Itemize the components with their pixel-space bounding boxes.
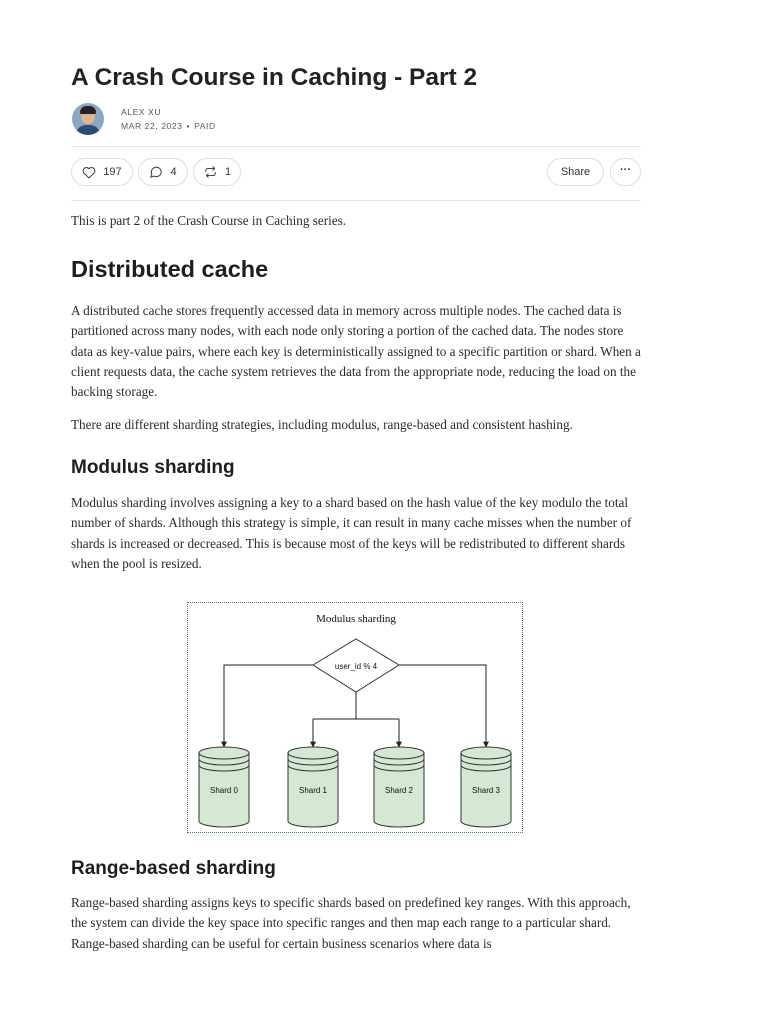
meta-separator: • bbox=[186, 121, 191, 131]
paragraph-range-sharding: Range-based sharding assigns keys to specific shards based on predefined key ranges. With this approach, the system can divide the key space into specific ranges and then map each range to a particular shard. Range-based sharding can be useful for certain business scenarios where data is bbox=[71, 895, 631, 951]
paragraph-modulus-sharding: Modulus sharding involves assigning a key to a shard based on the hash value of the key modulo the total number of shards. Although this strategy is simple, it can result in many cache misses when the number of shards is increased or decreased. This is because most of the keys will be redistributed to different shards when the pool is resized. bbox=[71, 495, 632, 571]
like-count: 197 bbox=[103, 166, 122, 178]
diagram-title: Modulus sharding bbox=[316, 613, 396, 625]
post-date: MAR 22, 2023 bbox=[121, 121, 183, 131]
shard-label: Shard 3 bbox=[471, 786, 501, 795]
decision-label: user_id % 4 bbox=[334, 662, 378, 671]
post-title: A Crash Course in Caching - Part 2 bbox=[71, 64, 478, 91]
like-button[interactable] bbox=[71, 158, 133, 186]
modulus-sharding-diagram bbox=[187, 602, 523, 833]
more-options-button[interactable] bbox=[610, 158, 641, 186]
shard-cylinder bbox=[374, 747, 424, 827]
post-actions bbox=[71, 158, 641, 190]
share-button[interactable] bbox=[547, 158, 604, 186]
shard-label: Shard 2 bbox=[384, 786, 414, 795]
shard-cylinder bbox=[199, 747, 249, 827]
byline bbox=[72, 103, 216, 135]
restack-icon bbox=[203, 165, 218, 179]
shard-cylinder bbox=[461, 747, 511, 827]
paragraph-distributed-cache: A distributed cache stores frequently accessed data in memory across multiple nodes. The cached data is partitioned across many nodes, with each node only storing a portion of the cached data. The nodes store data as key-value pairs, where each key is deterministically assigned to a specific partition or shard. When a client requests data, the cache system retrieves the data from the appropriate node, reducing the load on the backing storage. bbox=[71, 303, 641, 400]
share-label: Share bbox=[560, 166, 591, 178]
heading-modulus-sharding: Modulus sharding bbox=[71, 457, 235, 478]
divider-bottom bbox=[71, 200, 641, 201]
shard-label: Shard 0 bbox=[209, 786, 239, 795]
decision-node bbox=[313, 639, 399, 692]
more-icon: ··· bbox=[620, 164, 631, 176]
divider-top bbox=[71, 146, 641, 147]
comment-button[interactable] bbox=[138, 158, 188, 186]
intro-paragraph: This is part 2 of the Crash Course in Caching series. bbox=[71, 213, 347, 228]
access-badge: PAID bbox=[194, 121, 216, 131]
paragraph-strategies: There are different sharding strategies, including modulus, range-based and consistent hashing. bbox=[71, 417, 573, 432]
author-avatar[interactable] bbox=[72, 103, 104, 135]
author-name[interactable]: ALEX XU bbox=[121, 107, 162, 117]
shard-cylinder bbox=[288, 747, 338, 827]
heading-range-sharding: Range-based sharding bbox=[71, 858, 276, 879]
shard-label: Shard 1 bbox=[298, 786, 328, 795]
restack-button[interactable] bbox=[193, 158, 241, 186]
comment-count: 4 bbox=[170, 166, 177, 178]
heading-distributed-cache: Distributed cache bbox=[71, 256, 269, 282]
heart-icon bbox=[82, 166, 96, 179]
post-meta bbox=[121, 105, 216, 133]
comment-icon bbox=[149, 165, 163, 179]
restack-count: 1 bbox=[224, 166, 232, 178]
